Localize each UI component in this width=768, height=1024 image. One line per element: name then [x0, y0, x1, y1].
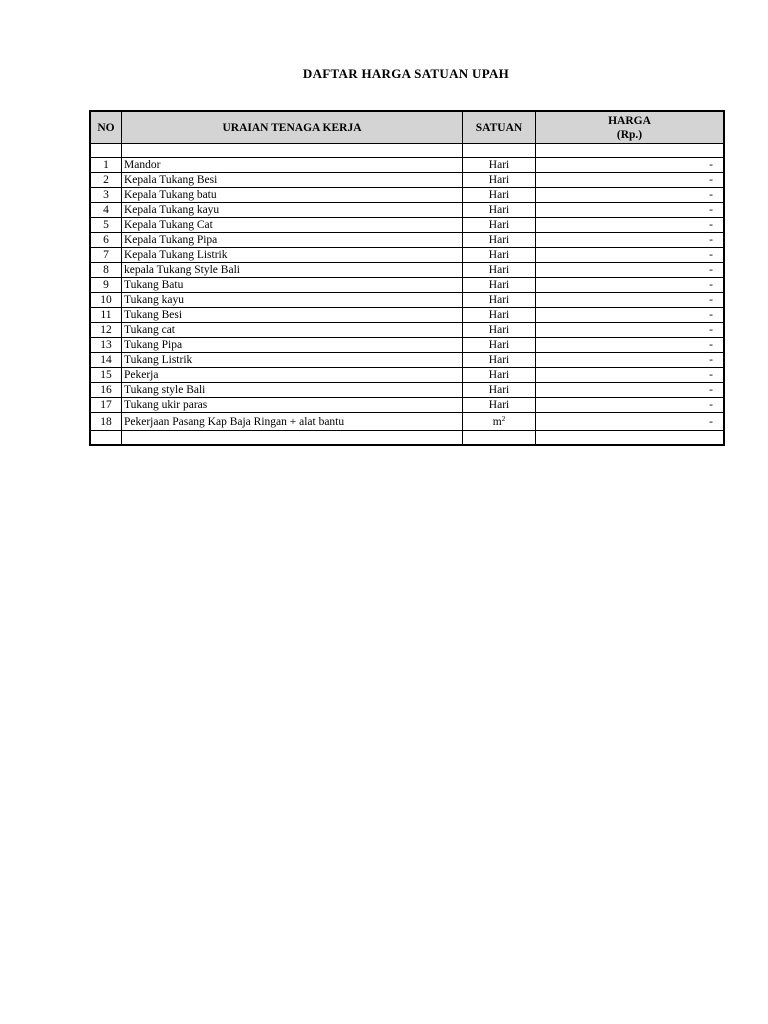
row-description: Tukang Besi	[122, 308, 463, 323]
row-number: 1	[90, 158, 122, 173]
table-row	[90, 203, 724, 218]
row-description: Kepala Tukang Listrik	[122, 248, 463, 263]
table-row	[90, 353, 724, 368]
row-unit: Hari	[463, 263, 536, 278]
row-number: 12	[90, 323, 122, 338]
row-description: Kepala Tukang Besi	[122, 173, 463, 188]
row-unit: Hari	[463, 293, 536, 308]
header-unit: SATUAN	[463, 111, 536, 144]
table-row	[90, 278, 724, 293]
unit-exponent: 2	[501, 414, 506, 423]
row-price: -	[536, 233, 725, 248]
row-price: -	[536, 308, 725, 323]
row-description: Tukang Pipa	[122, 338, 463, 353]
row-number: 4	[90, 203, 122, 218]
header-price	[536, 111, 725, 144]
row-price: -	[536, 398, 725, 413]
row-number: 14	[90, 353, 122, 368]
header-price-line1: HARGA	[608, 114, 651, 127]
row-price: -	[536, 368, 725, 383]
wage-price-table	[89, 110, 725, 446]
row-unit: Hari	[463, 278, 536, 293]
row-price: -	[536, 188, 725, 203]
row-description: Kepala Tukang batu	[122, 188, 463, 203]
row-unit: Hari	[463, 368, 536, 383]
document-title: DAFTAR HARGA SATUAN UPAH	[302, 66, 510, 81]
empty-row-top	[90, 144, 724, 158]
row-price: -	[536, 413, 725, 431]
row-price: -	[536, 218, 725, 233]
row-unit: Hari	[463, 218, 536, 233]
table-row	[90, 173, 724, 188]
row-description: Pekerjaan Pasang Kap Baja Ringan + alat bantu	[122, 413, 463, 431]
row-unit: Hari	[463, 398, 536, 413]
row-description: Mandor	[122, 158, 463, 173]
row-number: 10	[90, 293, 122, 308]
table-row	[90, 188, 724, 203]
row-price: -	[536, 248, 725, 263]
table-row	[90, 248, 724, 263]
row-price: -	[536, 383, 725, 398]
row-unit: Hari	[463, 323, 536, 338]
row-description: Kepala Tukang Cat	[122, 218, 463, 233]
row-number: 7	[90, 248, 122, 263]
row-description: Tukang ukir paras	[122, 398, 463, 413]
row-number: 16	[90, 383, 122, 398]
row-unit: Hari	[463, 383, 536, 398]
row-price: -	[536, 278, 725, 293]
row-description: Tukang Listrik	[122, 353, 463, 368]
row-price: -	[536, 263, 725, 278]
table-row	[90, 158, 724, 173]
row-price: -	[536, 173, 725, 188]
table-row	[90, 338, 724, 353]
row-unit: Hari	[463, 203, 536, 218]
row-unit	[463, 413, 536, 431]
header-no: NO	[90, 111, 122, 144]
row-description: Tukang kayu	[122, 293, 463, 308]
row-price: -	[536, 203, 725, 218]
row-unit: Hari	[463, 308, 536, 323]
header-description: URAIAN TENAGA KERJA	[122, 111, 463, 144]
row-unit: Hari	[463, 158, 536, 173]
row-price: -	[536, 338, 725, 353]
row-description: Kepala Tukang Pipa	[122, 233, 463, 248]
row-number: 18	[90, 413, 122, 431]
row-unit: Hari	[463, 353, 536, 368]
row-number: 11	[90, 308, 122, 323]
table-row	[90, 218, 724, 233]
table-header-row	[90, 111, 724, 144]
row-number: 9	[90, 278, 122, 293]
table-row	[90, 383, 724, 398]
empty-row-bottom	[90, 431, 724, 446]
table-row	[90, 293, 724, 308]
row-description: Kepala Tukang kayu	[122, 203, 463, 218]
row-unit: Hari	[463, 188, 536, 203]
unit-base: m	[492, 415, 502, 428]
row-number: 5	[90, 218, 122, 233]
row-number: 15	[90, 368, 122, 383]
row-price: -	[536, 158, 725, 173]
table-row	[90, 368, 724, 383]
row-number: 17	[90, 398, 122, 413]
row-price: -	[536, 323, 725, 338]
table-row	[90, 233, 724, 248]
row-unit: Hari	[463, 338, 536, 353]
row-description: Tukang cat	[122, 323, 463, 338]
row-unit: Hari	[463, 173, 536, 188]
row-number: 13	[90, 338, 122, 353]
table-row	[90, 323, 724, 338]
row-description: Tukang Batu	[122, 278, 463, 293]
table-row	[90, 308, 724, 323]
row-unit: Hari	[463, 248, 536, 263]
row-price: -	[536, 293, 725, 308]
table-row	[90, 263, 724, 278]
row-number: 3	[90, 188, 122, 203]
row-description: Pekerja	[122, 368, 463, 383]
table-row	[90, 413, 724, 431]
row-unit: Hari	[463, 233, 536, 248]
row-number: 2	[90, 173, 122, 188]
row-number: 6	[90, 233, 122, 248]
row-description: kepala Tukang Style Bali	[122, 263, 463, 278]
row-description: Tukang style Bali	[122, 383, 463, 398]
table-row	[90, 398, 724, 413]
header-price-line2: (Rp.)	[616, 128, 643, 141]
row-number: 8	[90, 263, 122, 278]
row-price: -	[536, 353, 725, 368]
